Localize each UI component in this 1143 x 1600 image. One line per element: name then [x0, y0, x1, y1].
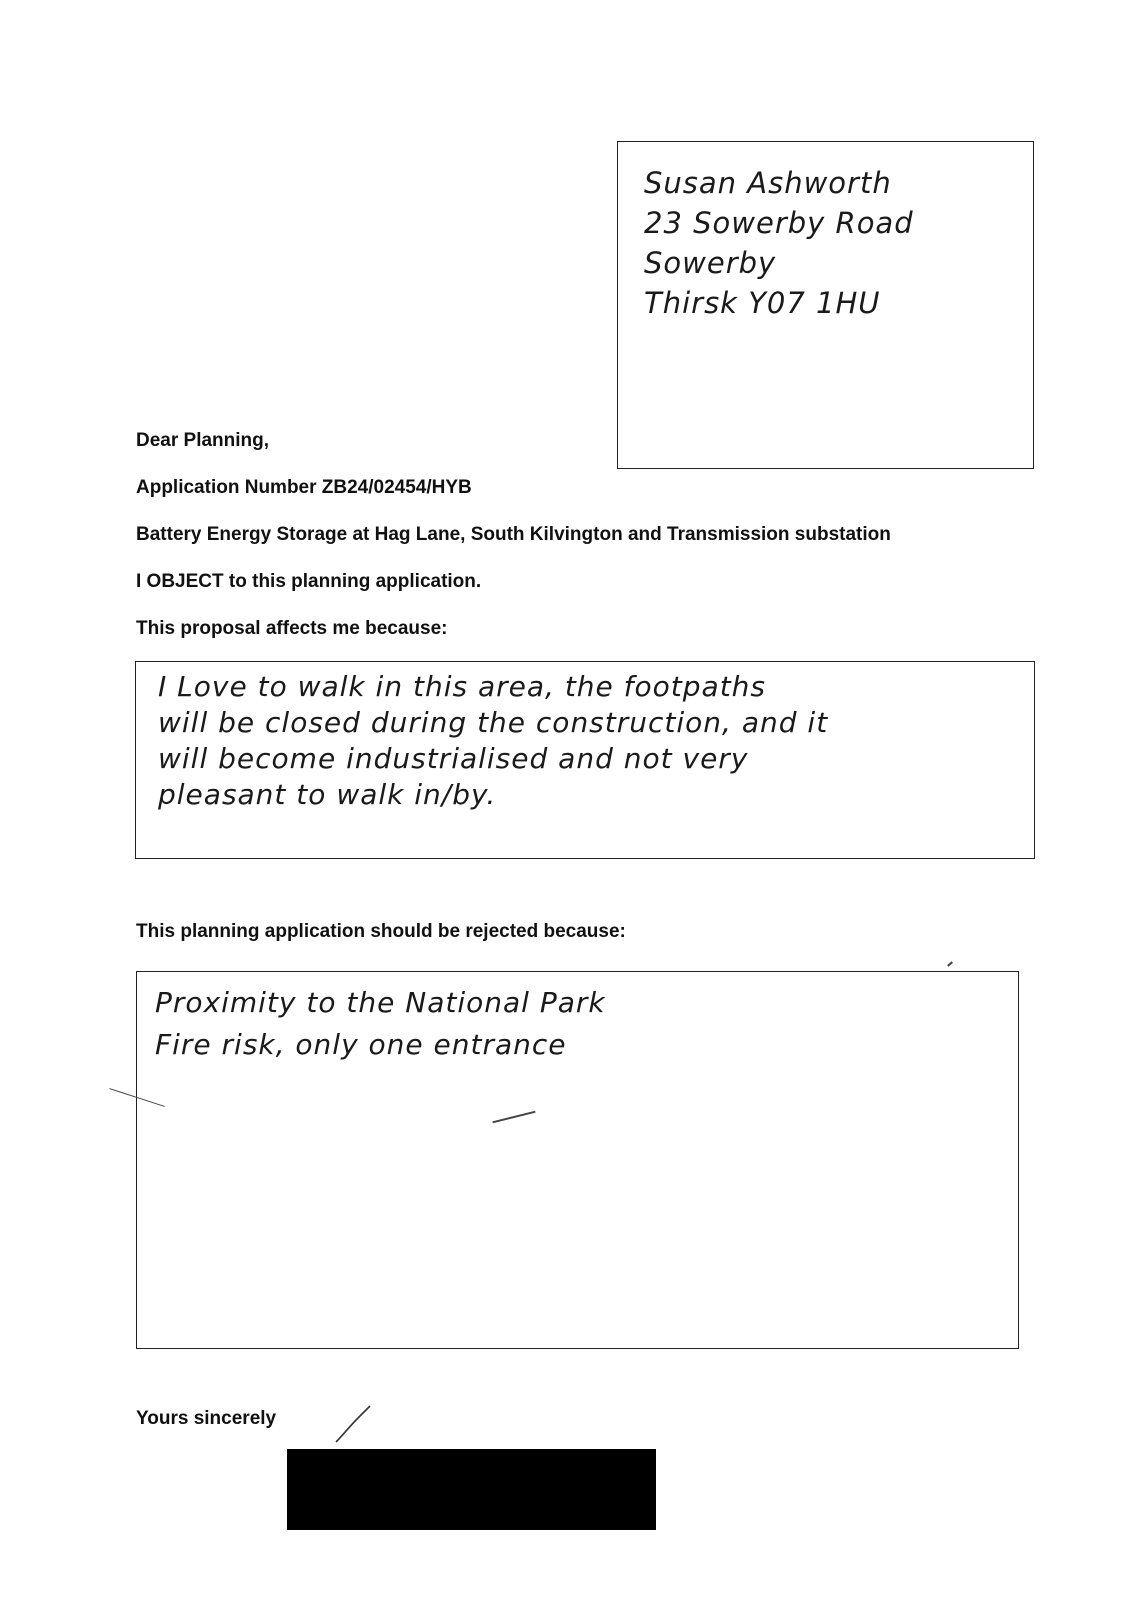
scan-mark: [947, 961, 953, 966]
sender-name: Susan Ashworth: [644, 166, 892, 200]
rejected-heading: This planning application should be rejected because:: [136, 921, 626, 942]
affects-line: pleasant to walk in/by.: [158, 778, 497, 811]
rejected-line: Fire risk, only one entrance: [155, 1028, 567, 1061]
objection-statement: I OBJECT to this planning application.: [136, 571, 482, 592]
affects-heading: This proposal affects me because:: [136, 618, 448, 639]
redaction-block: [287, 1449, 656, 1530]
address-line-village: Sowerby: [644, 246, 777, 280]
rejected-box: [136, 971, 1019, 1349]
affects-box: [135, 661, 1035, 859]
application-number: Application Number ZB24/02454/HYB: [136, 477, 472, 498]
application-subject: Battery Energy Storage at Hag Lane, South Kilvington and Transmission substation: [136, 524, 891, 545]
affects-line: will be closed during the construction, and it: [158, 706, 829, 739]
signature-mark: [332, 1396, 382, 1446]
address-line-street: 23 Sowerby Road: [644, 206, 914, 240]
salutation: Dear Planning,: [136, 430, 270, 451]
affects-line: I Love to walk in this area, the footpaths: [158, 670, 767, 703]
affects-line: will become industrialised and not very: [158, 742, 749, 775]
address-line-town-postcode: Thirsk Y07 1HU: [644, 286, 881, 320]
signoff: Yours sincerely: [136, 1408, 277, 1429]
rejected-line: Proximity to the National Park: [155, 986, 606, 1019]
address-box: [617, 141, 1034, 469]
